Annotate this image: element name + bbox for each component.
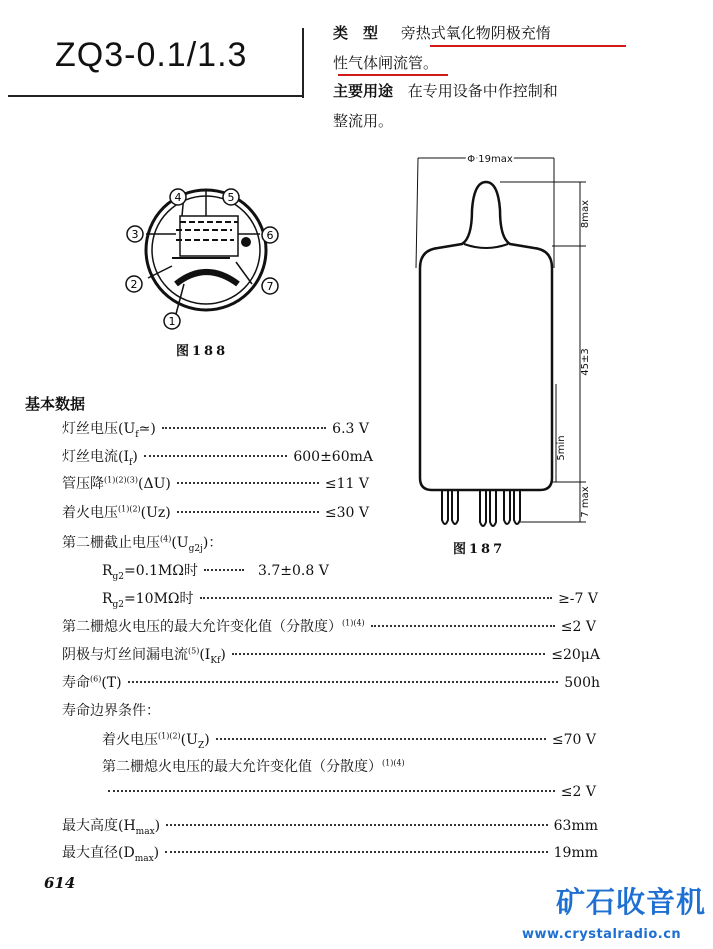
dim-top-label: 8max <box>580 199 591 229</box>
type-line-1 <box>333 22 551 43</box>
leader-dots <box>204 569 244 571</box>
row-sup: (6) <box>90 674 102 684</box>
row-label-end: ≃) <box>138 421 156 437</box>
data-row-g2-dispersion <box>62 616 596 636</box>
tube-envelope <box>420 182 552 490</box>
figure-188-caption: 图188 <box>176 344 229 359</box>
data-row-rg2-01 <box>102 560 370 580</box>
row-sup: (1)(2) <box>118 504 141 514</box>
row-sub: Kf <box>210 655 221 666</box>
row-value: 63mm <box>553 818 598 834</box>
pin-7-label: 7 <box>266 280 274 293</box>
row-sup: (1)(4) <box>382 758 405 768</box>
row-value: 6.3 V <box>332 421 369 437</box>
g2-cutoff-label: 第二栅截止电压 <box>62 535 160 551</box>
data-row-life-dispersion <box>102 756 405 776</box>
pin-4-label: 4 <box>174 191 182 204</box>
row-label-end: ) <box>132 449 138 465</box>
pin-7 <box>262 278 278 294</box>
leader-dots <box>166 824 548 826</box>
row-value: ≤2 V <box>560 784 596 800</box>
row-label-end: (ΔU) <box>138 476 171 492</box>
data-row-life <box>62 672 600 692</box>
row-label-end: ) <box>220 647 226 663</box>
g2-cutoff-close: )： <box>202 535 223 551</box>
row-sup: (1)(2)(3) <box>104 475 138 485</box>
row-label: 第二栅熄火电压的最大允许变化值（分散度） <box>102 759 382 775</box>
tube-neck <box>464 244 508 248</box>
leader-dots <box>177 482 319 484</box>
row-value: ≥-7 V <box>558 591 598 607</box>
pin-1-label: 1 <box>168 315 176 328</box>
row-label-end: ) <box>154 818 161 834</box>
leader-dots <box>108 790 555 792</box>
row-label: 灯丝电压(U <box>62 421 136 437</box>
row-label-end: (T) <box>101 675 122 691</box>
data-row-firing-voltage <box>62 502 369 522</box>
row-label-open: (I <box>199 647 211 663</box>
type-text-1: 旁热式氧化物阴极充惰 <box>400 24 551 42</box>
use-label: 主要用途 <box>333 82 394 100</box>
g2-cutoff-sub: g2j <box>188 543 203 554</box>
dim-min-label: 5min <box>556 435 567 461</box>
row-value: ≤2 V <box>560 619 596 635</box>
row-label-end: =10MΩ时 <box>124 591 194 607</box>
data-row-rg2-10 <box>102 588 598 608</box>
row-label: 最大直径(D <box>62 845 135 861</box>
data-row-filament-voltage <box>62 418 369 438</box>
data-row-g2-cutoff <box>62 532 222 552</box>
data-row-life-dispersion-value <box>102 784 596 804</box>
watermark-logo-text: 矿石收音机 <box>556 885 707 919</box>
use-line-1 <box>333 80 558 101</box>
leader-dots <box>177 511 319 513</box>
row-label: R <box>102 591 113 607</box>
pin-diagram <box>110 180 290 340</box>
row-sub: g2 <box>112 599 125 610</box>
row-label: 最大高度(H <box>62 818 136 834</box>
row-label: 着火电压 <box>102 732 158 748</box>
row-value: ≤70 V <box>551 732 596 748</box>
data-row-max-height <box>62 815 598 835</box>
pin-1 <box>164 313 180 329</box>
gas-dot <box>241 237 251 247</box>
heater-arc <box>176 272 238 284</box>
watermark-url: www.crystalradio.cn <box>522 927 682 942</box>
title-divider <box>302 28 304 98</box>
diameter-label: Φ 19max <box>467 154 513 165</box>
dim-length-label: 45±3 <box>580 348 591 376</box>
g2-cutoff-open: (U <box>171 535 189 551</box>
pin-2-label: 2 <box>130 278 138 291</box>
row-value: 600±60mA <box>293 449 373 465</box>
pin-5 <box>223 189 239 205</box>
row-sup: (5) <box>188 646 200 656</box>
pin-5-label: 5 <box>227 191 235 204</box>
row-value: 19mm <box>553 845 598 861</box>
pin-6-label: 6 <box>266 229 274 242</box>
use-text-1: 在专用设备中作控制和 <box>407 82 558 100</box>
type-text-2: 性气体闸流管。 <box>333 54 439 72</box>
pin-2 <box>126 276 142 292</box>
leader-dots <box>232 653 545 655</box>
data-row-max-diameter <box>62 842 598 862</box>
row-label: R <box>102 563 113 579</box>
row-label-end: ) <box>153 845 160 861</box>
row-sup: (1)(2) <box>158 731 181 741</box>
red-underline-1 <box>430 45 626 47</box>
leader-dots <box>216 738 546 740</box>
row-sub: max <box>134 853 154 864</box>
row-sup: (1)(4) <box>342 618 365 628</box>
row-value: 3.7±0.8 V <box>257 563 329 579</box>
row-value: ≤11 V <box>324 476 369 492</box>
pin-4 <box>170 189 186 205</box>
row-label-open: (U <box>180 732 198 748</box>
row-sub: Z <box>197 740 205 751</box>
leader-dots <box>200 597 553 599</box>
row-value: ≤20μA <box>551 647 600 663</box>
row-sub: f <box>135 429 139 440</box>
pin-3-label: 3 <box>131 228 139 241</box>
row-label: 寿命 <box>62 675 90 691</box>
pin-6 <box>262 227 278 243</box>
row-sub: f <box>129 457 133 468</box>
figure-187-caption: 图187 <box>453 542 506 557</box>
row-label: 着火电压 <box>62 505 118 521</box>
g2-cutoff-sup: (4) <box>160 534 172 544</box>
use-text-2: 整流用。 <box>333 112 394 130</box>
ext-line-left <box>416 158 418 268</box>
section-heading: 基本数据 <box>25 395 86 413</box>
row-value: ≤30 V <box>324 505 369 521</box>
tube-pins <box>442 490 520 526</box>
data-row-leak-current <box>62 644 600 664</box>
dim-pins-label: 7 max <box>580 486 591 518</box>
row-label: 灯丝电流(I <box>62 449 129 465</box>
tube-outline-diagram <box>400 148 600 540</box>
row-label-end: (Uz) <box>140 505 171 521</box>
row-label-end: ) <box>204 732 210 748</box>
life-conditions-heading: 寿命边界条件： <box>62 703 160 719</box>
pin-3 <box>127 226 143 242</box>
leader-dots <box>371 625 555 627</box>
row-label-end: =0.1MΩ时 <box>124 563 198 579</box>
model-title: ZQ3-0.1/1.3 <box>55 36 248 74</box>
data-row-life-firing-voltage <box>102 729 596 749</box>
leader-dots <box>162 427 326 429</box>
row-label: 第二栅熄火电压的最大允许变化值（分散度） <box>62 619 342 635</box>
data-row-filament-current <box>62 446 373 466</box>
page-number: 614 <box>44 874 76 892</box>
title-underline <box>8 95 304 97</box>
data-row-tube-drop <box>62 473 369 493</box>
row-sub: g2 <box>112 571 125 582</box>
leader-dots <box>144 455 288 457</box>
row-sub: max <box>135 826 155 837</box>
leader-dots <box>165 851 547 853</box>
row-label: 阴极与灯丝间漏电流 <box>62 647 188 663</box>
red-underline-2 <box>338 74 448 76</box>
row-value: 500h <box>564 675 600 691</box>
type-label: 类 型 <box>333 24 379 42</box>
leader-dots <box>128 681 559 683</box>
row-label: 管压降 <box>62 476 104 492</box>
